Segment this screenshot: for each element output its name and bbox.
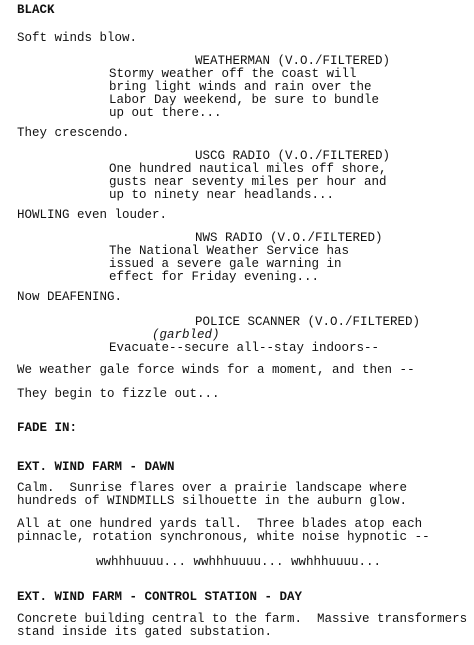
dialogue-line: Labor Day weekend, be sure to bundle: [109, 93, 380, 107]
dialogue-line: Evacuate--secure all--stay indoors--: [109, 341, 380, 355]
action-line: We weather gale force winds for a moment, and then --: [17, 363, 415, 377]
dialogue-line: The National Weather Service has: [109, 244, 350, 258]
action-line: They crescendo.: [17, 126, 130, 140]
dialogue-line: gusts near seventy miles per hour and: [109, 175, 387, 189]
action-line: Calm. Sunrise flares over a prairie landscape where: [17, 481, 408, 495]
action-line: Soft winds blow.: [17, 31, 138, 45]
action-line: All at one hundred yards tall. Three blades atop each: [17, 517, 423, 531]
dialogue-line: bring light winds and rain over the: [109, 80, 372, 94]
transition: FADE IN:: [17, 421, 78, 435]
scene-heading: EXT. WIND FARM - DAWN: [17, 460, 175, 474]
action-line: stand inside its gated substation.: [17, 625, 273, 639]
dialogue-line: up out there...: [109, 106, 222, 120]
scene-heading: EXT. WIND FARM - CONTROL STATION - DAY: [17, 590, 303, 604]
parenthetical: (garbled): [152, 328, 220, 342]
character-name: USCG RADIO (V.O./FILTERED): [195, 149, 391, 163]
sound-effect: wwhhhuuuu... wwhhhuuuu... wwhhhuuuu...: [96, 555, 382, 569]
character-name: NWS RADIO (V.O./FILTERED): [195, 231, 383, 245]
action-line: Concrete building central to the farm. Massive transformers: [17, 612, 468, 626]
opening-slug: BLACK: [17, 3, 55, 17]
character-name: WEATHERMAN (V.O./FILTERED): [195, 54, 391, 68]
action-line: Now DEAFENING.: [17, 290, 123, 304]
action-line: HOWLING even louder.: [17, 208, 168, 222]
dialogue-line: effect for Friday evening...: [109, 270, 320, 284]
dialogue-line: Stormy weather off the coast will: [109, 67, 357, 81]
action-line: They begin to fizzle out...: [17, 387, 220, 401]
dialogue-line: up to ninety near headlands...: [109, 188, 335, 202]
dialogue-line: One hundred nautical miles off shore,: [109, 162, 387, 176]
character-name: POLICE SCANNER (V.O./FILTERED): [195, 315, 421, 329]
dialogue-line: issued a severe gale warning in: [109, 257, 342, 271]
action-line: pinnacle, rotation synchronous, white noise hypnotic --: [17, 530, 430, 544]
action-line: hundreds of WINDMILLS silhouette in the auburn glow.: [17, 494, 408, 508]
